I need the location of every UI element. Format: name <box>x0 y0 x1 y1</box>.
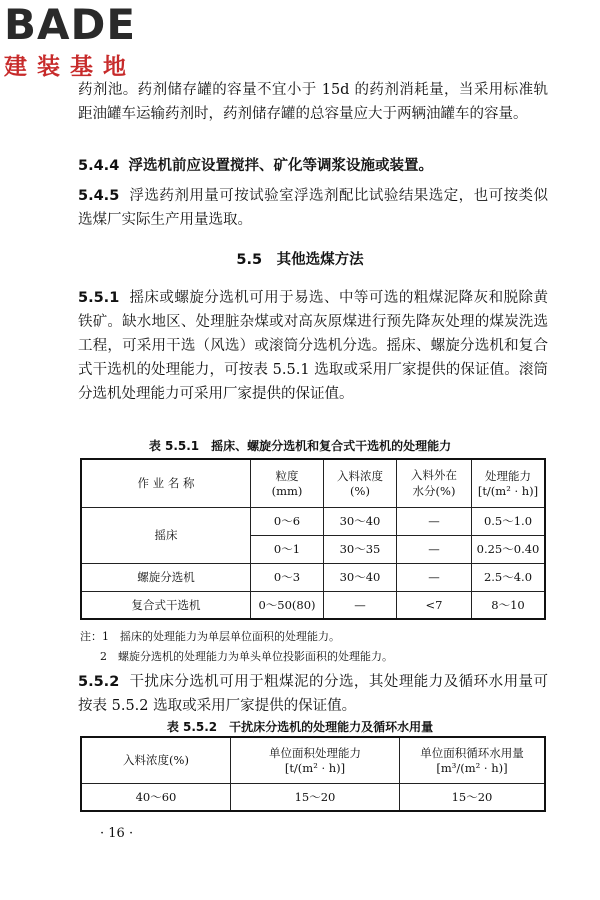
cell-capacity: 8～10 <box>472 591 546 619</box>
cell-capacity: 2.5～4.0 <box>472 563 546 591</box>
cell-water: — <box>397 563 472 591</box>
cell-capacity: 0.5～1.0 <box>472 507 546 535</box>
cell-water: — <box>397 535 472 563</box>
table-5-5-2 <box>80 736 546 812</box>
header-name: 作 业 名 称 <box>81 459 251 507</box>
clause-text: 干扰床分选机可用于粗煤泥的分选，其处理能力及循环水用量可按表 5.5.2 选取或采用厂家提供的保证值。 <box>78 674 549 714</box>
cell-water: <7 <box>397 591 472 619</box>
cell-capacity: 0.25～0.40 <box>472 535 546 563</box>
table-header-row <box>81 459 545 507</box>
clause-number: 5.4.4 <box>78 158 120 174</box>
table-row <box>81 507 545 535</box>
header-conc: 入料浓度 (%) <box>324 459 397 507</box>
page-number: · 16 · <box>100 826 134 841</box>
table-row <box>81 591 545 619</box>
clause-number: 5.5.2 <box>78 674 120 690</box>
bade-logo <box>4 0 137 81</box>
logo-sub-text: 建装基地 <box>4 54 136 80</box>
clause-5-4-5 <box>78 184 548 232</box>
header-capacity: 处理能力 [t/(m² · h)] <box>472 459 546 507</box>
cell-size: 0～6 <box>251 507 324 535</box>
header-water: 入料外在 水分(%) <box>397 459 472 507</box>
clause-text: 浮选机前应设置搅拌、矿化等调浆设施或装置。 <box>128 158 434 174</box>
cell-conc: — <box>324 591 397 619</box>
clause-5-5-1 <box>78 286 548 406</box>
table-1-caption: 表 5.5.1 摇床、螺旋分选机和复合式干选机的处理能力 <box>148 439 452 453</box>
cell-conc: 30～35 <box>324 535 397 563</box>
table-header-row <box>81 737 545 783</box>
cell-size: 0～1 <box>251 535 324 563</box>
clause-text: 浮选药剂用量可按试验室浮选剂配比试验结果选定，也可按类似选煤厂实际生产用量选取。 <box>78 188 549 228</box>
cell-capacity: 15～20 <box>231 783 400 811</box>
cell-size: 0～3 <box>251 563 324 591</box>
header-size: 粒度 (mm) <box>251 459 324 507</box>
clause-text: 摇床或螺旋分选机可用于易选、中等可选的粗煤泥降灰和脱除黄铁矿。缺水地区、处理脏杂煤或对高灰原煤进行预先降灰处理的煤炭洗选工程，可采用干选（风选）或滚筒分选机分选。摇床、螺旋分选机和复合式干选机的处理能力，可按表 5.5.1 选取或采用厂家提供的保证值。滚筒分选机处理能力可采用厂家提供的保证值。 <box>78 290 549 402</box>
table-1-note-2: 2 螺旋分选机的处理能力为单头单位投影面积的处理能力。 <box>100 650 393 663</box>
cell-conc: 30～40 <box>324 563 397 591</box>
cell-water-use: 15～20 <box>400 783 546 811</box>
clause-5-4-4 <box>78 154 548 178</box>
clause-number: 5.5.1 <box>78 290 120 306</box>
header-water-use: 单位面积循环水用量 [m³/(m² · h)] <box>400 737 546 783</box>
table-1-note-1: 注：1 摇床的处理能力为单层单位面积的处理能力。 <box>80 630 340 643</box>
cell-name: 摇床 <box>81 507 251 563</box>
clause-number: 5.4.5 <box>78 188 120 204</box>
table-row <box>81 563 545 591</box>
cell-water: — <box>397 507 472 535</box>
table-2-caption: 表 5.5.2 干扰床分选机的处理能力及循环水用量 <box>166 720 434 734</box>
header-conc: 入料浓度(%) <box>81 737 231 783</box>
cell-conc: 40～60 <box>81 783 231 811</box>
clause-5-5-2 <box>78 670 548 718</box>
header-capacity: 单位面积处理能力 [t/(m² · h)] <box>231 737 400 783</box>
cell-conc: 30～40 <box>324 507 397 535</box>
cell-size: 0～50(80) <box>251 591 324 619</box>
cell-name: 螺旋分选机 <box>81 563 251 591</box>
logo-main-text: BADE <box>4 0 137 49</box>
table-5-5-1 <box>80 458 546 620</box>
section-heading-5-5: 5.5 其他选煤方法 <box>236 252 364 268</box>
table-row <box>81 783 545 811</box>
paragraph-top: 药剂池。药剂储存罐的容量不宜小于 15d 的药剂消耗量，当采用标准轨距油罐车运输药剂时，药剂储存罐的总容量应大于两辆油罐车的容量。 <box>78 82 548 122</box>
cell-name: 复合式干选机 <box>81 591 251 619</box>
